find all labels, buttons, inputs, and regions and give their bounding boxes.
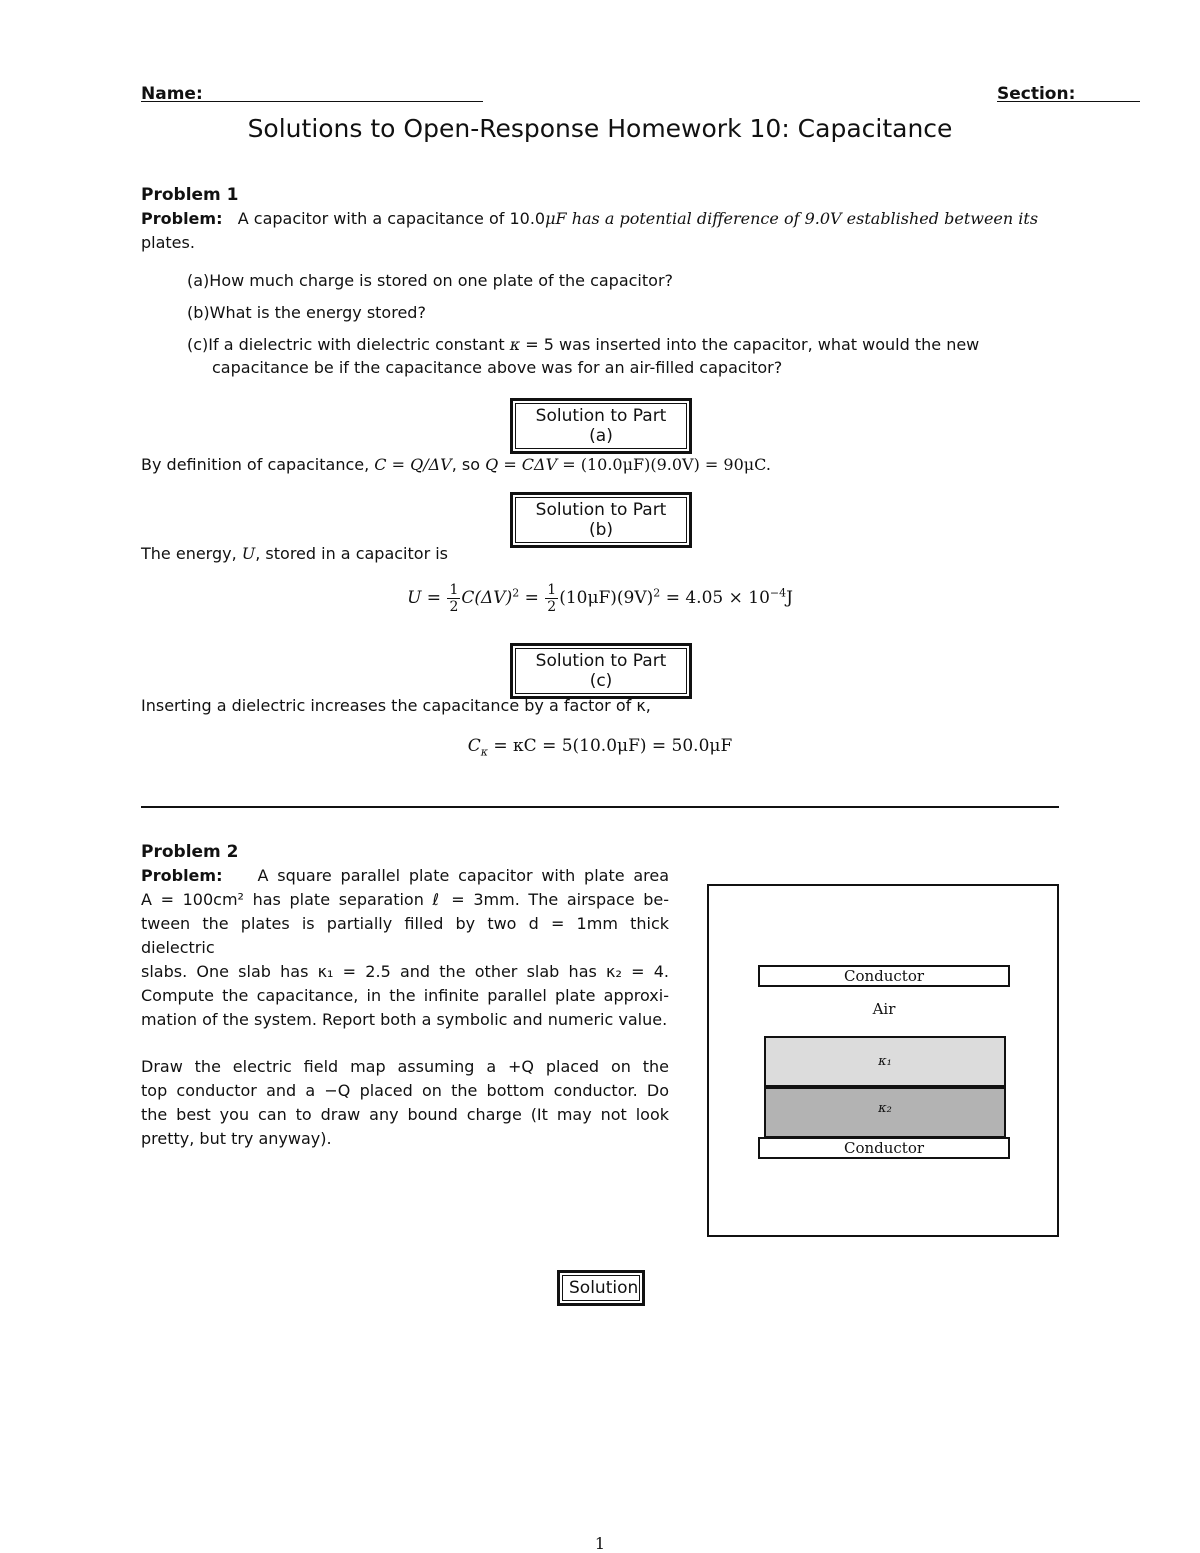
eq-b-U: U	[407, 588, 422, 608]
solution-b-pre: The energy,	[141, 544, 242, 563]
dielectric-slab-1: κ₁	[764, 1036, 1006, 1087]
solution-a-box	[510, 398, 692, 454]
solution-a-label: Solution to Part (a)	[515, 403, 687, 449]
problem2-line-5: mation of the system. Report both a symbolic and numeric value.	[141, 1010, 668, 1029]
problem2-label: Problem:	[141, 866, 223, 885]
kappa-symbol: κ	[509, 335, 521, 354]
problem1-heading: Problem 1	[141, 185, 239, 205]
problem1-statement-part2: F has a potential difference of 9.0V established between its	[555, 209, 1039, 228]
solution-c-box	[510, 643, 692, 699]
dielectric-equation	[0, 736, 1200, 758]
eq-b-equals2: =	[519, 588, 545, 608]
name-label: Name:	[141, 84, 203, 104]
eq-b-square2: 2	[653, 586, 661, 600]
problem2-line-3: slabs. One slab has κ₁ = 2.5 and the other slab has κ₂ = 4.	[141, 962, 669, 981]
section-divider	[141, 806, 1059, 808]
page-number: 1	[594, 1534, 606, 1553]
solution-c-label: Solution to Part (c)	[515, 648, 687, 694]
capacitor-diagram	[707, 884, 1059, 1237]
eq-b-num2: 1	[547, 582, 557, 598]
problem2-heading: Problem 2	[141, 842, 239, 862]
eq-b-mid: C(ΔV)	[461, 588, 513, 608]
solution-c-text: Inserting a dielectric increases the capacitance by a factor of κ,	[141, 696, 651, 715]
page-title: Solutions to Open-Response Homework 10: Capacitance	[247, 114, 953, 143]
eq-b-den1: 2	[449, 599, 459, 615]
solution-b-label: Solution to Part (b)	[515, 497, 687, 543]
part-c-post: = 5 was inserted into the capacitor, what would the new	[520, 335, 980, 354]
dielectric-slab-2: κ₂	[764, 1087, 1006, 1138]
problem2-solution-label: Solution	[562, 1275, 640, 1301]
eq-b-frac2	[545, 582, 558, 615]
energy-equation	[0, 582, 1200, 615]
eq-b-num1: 1	[449, 582, 459, 598]
problem2-line-0	[141, 864, 669, 888]
problem1-statement-part1: A capacitor with a capacitance of 10.0	[237, 209, 546, 228]
problem2-para2-line-3: pretty, but try anyway).	[141, 1129, 332, 1148]
name-underline	[141, 101, 483, 102]
problem2-line-2: tween the plates is partially filled by two d = 1mm thick dielectric	[141, 914, 669, 957]
eq-b-unit: J	[786, 588, 793, 608]
solution-b-text	[141, 542, 448, 566]
air-label: Air	[872, 1000, 896, 1018]
problem2-spacer	[141, 1032, 669, 1055]
eq-c-C: C	[467, 736, 481, 756]
problem2-para2-line-2: the best you can to draw any bound charge (It may not look	[141, 1105, 669, 1124]
problem1-label: Problem:	[141, 209, 223, 228]
problem2-solution-box	[557, 1270, 645, 1306]
solution-a-text	[141, 453, 771, 477]
solution-a-pre: By definition of capacitance,	[141, 455, 375, 474]
solution-b-post: , stored in a capacitor is	[255, 544, 449, 563]
eq-b-result: = 4.05 × 10	[660, 588, 770, 608]
problem2-line-1: A = 100cm² has plate separation ℓ = 3mm. The airspace be-	[141, 890, 669, 909]
problem2-line-0-text: A square parallel plate capacitor with plate area	[257, 866, 670, 885]
problem1-statement	[141, 207, 1059, 231]
section-underline	[997, 101, 1140, 102]
part-c-pre: (c)If a dielectric with dielectric constant	[187, 335, 510, 354]
solution-a-eq1: C = Q/ΔV	[374, 455, 452, 474]
problem1-part-a: (a)How much charge is stored on one plate of the capacitor?	[187, 271, 674, 290]
eq-b-den2: 2	[547, 599, 557, 615]
eq-c-sub: κ	[480, 745, 488, 759]
eq-b-equals: =	[421, 588, 447, 608]
eq-b-frac1	[447, 582, 460, 615]
problem2-line-4: Compute the capacitance, in the infinite parallel plate approxi-	[141, 986, 669, 1005]
eq-c-rest: = κC = 5(10.0μF) = 50.0μF	[487, 736, 733, 756]
problem2-para2-line-0: Draw the electric field map assuming a +Q placed on the	[141, 1057, 669, 1076]
problem1-part-c-line1	[187, 333, 1059, 357]
solution-a-mid: , so	[451, 455, 486, 474]
problem2-statement	[141, 864, 669, 1151]
problem1-part-b: (b)What is the energy stored?	[187, 303, 426, 322]
top-conductor: Conductor	[758, 965, 1010, 987]
bottom-conductor: Conductor	[758, 1137, 1010, 1159]
section-label: Section:	[997, 84, 1076, 104]
eq-b-exponent: −4	[769, 586, 787, 600]
solution-a-eq2: Q = CΔV	[485, 455, 558, 474]
problem1-statement-part3: plates.	[141, 233, 195, 252]
mu-symbol: μ	[545, 209, 556, 228]
solution-a-tail: = (10.0μF)(9.0V) = 90μC.	[557, 455, 771, 474]
problem2-para2-line-1: top conductor and a −Q placed on the bottom conductor. Do	[141, 1081, 669, 1100]
eq-b-square: 2	[512, 586, 520, 600]
problem1-part-c-line2: capacitance be if the capacitance above was for an air-filled capacitor?	[212, 358, 783, 377]
energy-symbol: U	[241, 544, 256, 563]
solution-b-box	[510, 492, 692, 548]
eq-b-rest: (10μF)(9V)	[559, 588, 654, 608]
